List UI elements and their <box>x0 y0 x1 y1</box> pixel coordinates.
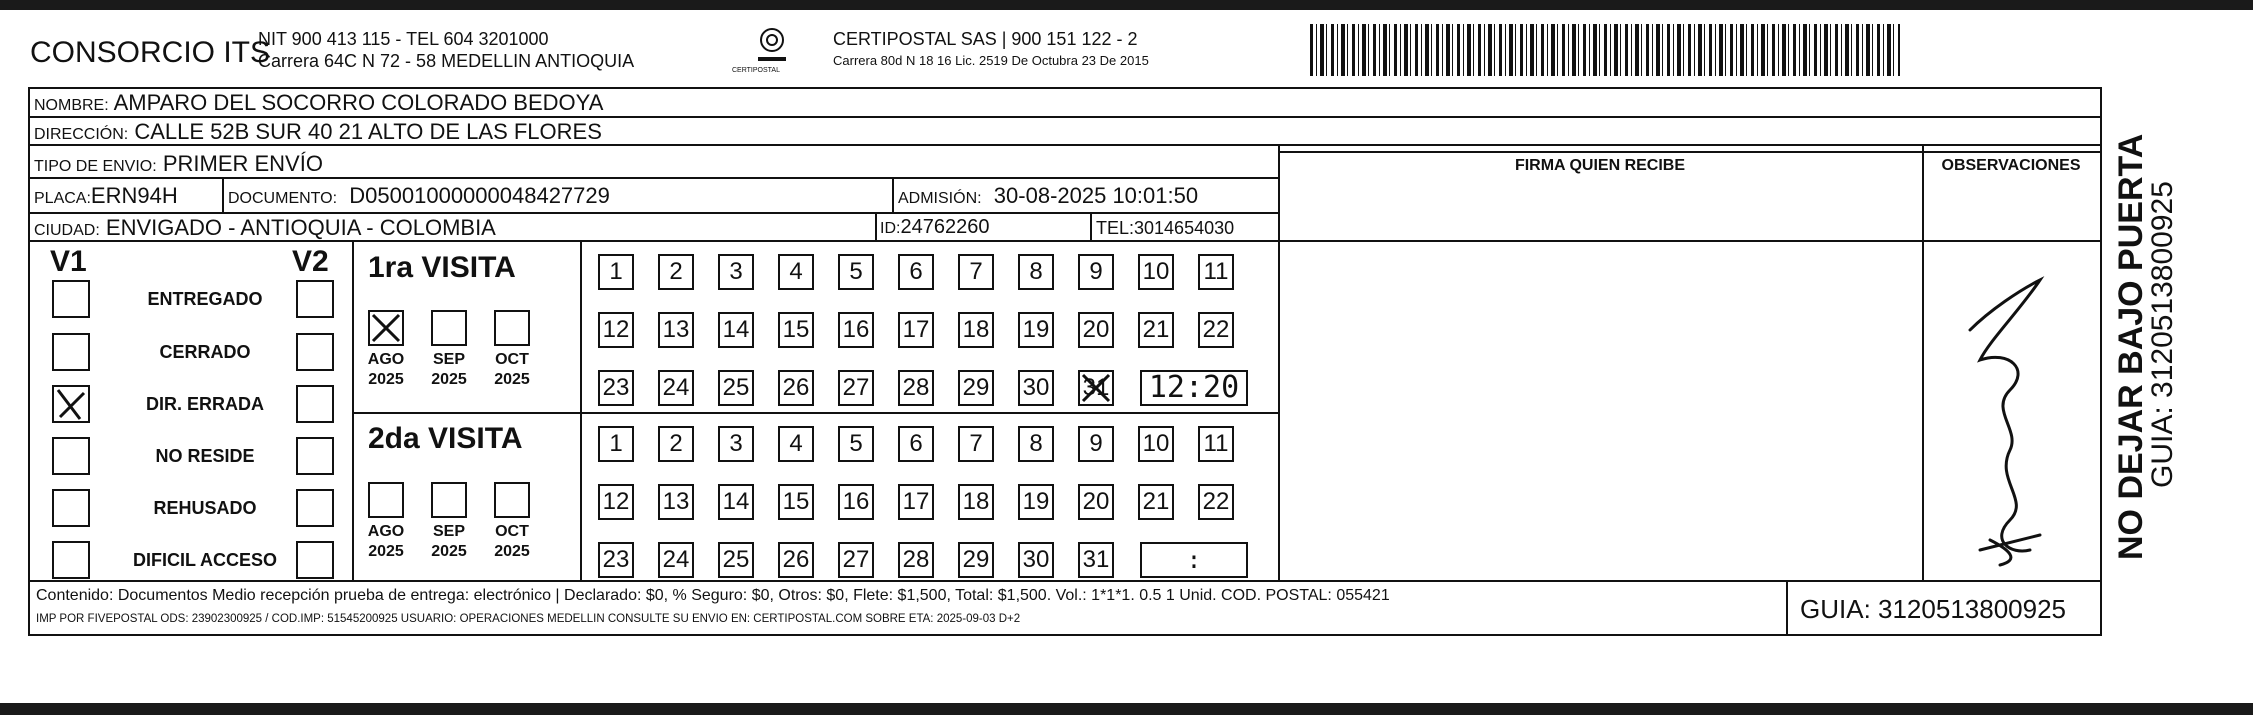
day-box[interactable]: 19 <box>1018 484 1054 520</box>
month-checkbox[interactable] <box>494 482 530 518</box>
v2-checkbox[interactable] <box>296 489 334 527</box>
month-label: AGO <box>367 523 405 540</box>
day-box[interactable]: 4 <box>778 254 814 290</box>
contents-line: Contenido: Documentos Medio recepción prueba de entrega: electrónico | Declarado: $0, % Seguro: $0, Otros: $0, Flete: $1,500, Total: $1,500. Vol.: 1*1*1. 0.5 1 Unid. COD. POSTAL: 055421 <box>36 587 1390 604</box>
day-box[interactable]: 17 <box>898 484 934 520</box>
day-box[interactable]: 27 <box>838 370 874 406</box>
v2-checkbox[interactable] <box>296 541 334 579</box>
v2-checkbox[interactable] <box>296 437 334 475</box>
documento-cell: DOCUMENTO: D05001000000048427729 <box>228 183 610 208</box>
day-box[interactable]: 12 <box>598 484 634 520</box>
recipient-id: 24762260 <box>900 216 990 238</box>
day-box[interactable] <box>1078 370 1114 406</box>
day-box[interactable]: 31 <box>1078 542 1114 578</box>
v1-checkbox[interactable] <box>52 437 90 475</box>
side-guia: GUIA: 3120513800925 <box>2146 181 2179 488</box>
v1-checkbox[interactable] <box>52 385 90 423</box>
day-box[interactable]: 16 <box>838 484 874 520</box>
day-box[interactable]: 18 <box>958 312 994 348</box>
day-box[interactable]: 9 <box>1078 254 1114 290</box>
company-nit: NIT 900 413 115 - TEL 604 3201000 <box>258 29 549 49</box>
v1-checkbox[interactable] <box>52 541 90 579</box>
recipient-phone: 3014654030 <box>1134 218 1235 238</box>
v2-checkbox[interactable] <box>296 333 334 371</box>
v1-checkbox[interactable] <box>52 333 90 371</box>
placa-cell: PLACA:ERN94H <box>34 183 178 208</box>
recipient-address: CALLE 52B SUR 40 21 ALTO DE LAS FLORES <box>134 119 602 144</box>
tipo-row: TIPO DE ENVIO: PRIMER ENVÍO <box>34 151 323 176</box>
day-box[interactable]: 29 <box>958 542 994 578</box>
day-box[interactable]: 7 <box>958 426 994 462</box>
year-label: 2025 <box>494 543 530 560</box>
v2-label: V2 <box>292 245 329 278</box>
print-line: IMP POR FIVEPOSTAL ODS: 23902300925 / COD.IMP: 51545200925 USUARIO: OPERACIONES MEDELLIN CONSULTE SU ENVIO EN: CERTIPOSTAL.COM SOBRE ETA: 2025-09-03 D+2 <box>36 613 1021 625</box>
x-mark-icon <box>370 312 402 344</box>
month-label: SEP <box>432 351 465 368</box>
month-checkbox[interactable] <box>431 482 467 518</box>
status-label: REHUSADO <box>153 498 257 518</box>
day-box[interactable]: 16 <box>838 312 874 348</box>
carrier-address: Carrera 80d N 18 16 Lic. 2519 De Octubra 23 De 2015 <box>833 53 1149 68</box>
day-box[interactable]: 5 <box>838 254 874 290</box>
day-box[interactable]: 28 <box>898 542 934 578</box>
guia-number: GUIA: 3120513800925 <box>1800 594 2066 624</box>
day-box[interactable]: 20 <box>1078 312 1114 348</box>
day-box[interactable]: 7 <box>958 254 994 290</box>
firma-header: FIRMA QUIEN RECIBE <box>1514 157 1686 174</box>
direccion-row: DIRECCIÓN: CALLE 52B SUR 40 21 ALTO DE LAS FLORES <box>34 119 602 144</box>
day-box[interactable]: 26 <box>778 542 814 578</box>
nombre-row: NOMBRE: AMPARO DEL SOCORRO COLORADO BEDOYA <box>34 90 604 115</box>
day-box[interactable]: 8 <box>1018 254 1054 290</box>
day-box[interactable]: 10 <box>1138 254 1174 290</box>
day-box[interactable]: 1 <box>598 254 634 290</box>
day-box[interactable]: 10 <box>1138 426 1174 462</box>
day-box[interactable]: 18 <box>958 484 994 520</box>
v1-label: V1 <box>50 245 87 278</box>
carrier-name: CERTIPOSTAL SAS | 900 151 122 - 2 <box>833 29 1138 49</box>
year-label: 2025 <box>431 543 467 560</box>
month-label: AGO <box>367 351 405 368</box>
year-label: 2025 <box>494 371 530 388</box>
day-box[interactable]: 3 <box>718 426 754 462</box>
logo-text: CERTIPOSTAL <box>732 67 780 74</box>
status-label: CERRADO <box>159 342 251 362</box>
month-checkbox[interactable] <box>368 310 404 346</box>
day-box[interactable]: 8 <box>1018 426 1054 462</box>
day-box[interactable]: 20 <box>1078 484 1114 520</box>
v2-checkbox[interactable] <box>296 280 334 318</box>
day-box[interactable]: 1 <box>598 426 634 462</box>
recipient-signature <box>1950 250 2070 570</box>
day-box[interactable]: 19 <box>1018 312 1054 348</box>
day-box[interactable]: 14 <box>718 312 754 348</box>
day-box[interactable]: 27 <box>838 542 874 578</box>
day-box[interactable]: 22 <box>1198 312 1234 348</box>
month-checkbox[interactable] <box>431 310 467 346</box>
day-box[interactable]: 24 <box>658 542 694 578</box>
month-checkbox[interactable] <box>368 482 404 518</box>
day-box[interactable]: 30 <box>1018 370 1054 406</box>
day-box[interactable]: 11 <box>1198 426 1234 462</box>
month-label: OCT <box>495 351 529 368</box>
ciudad-cell: CIUDAD: ENVIGADO - ANTIOQUIA - COLOMBIA <box>34 215 496 240</box>
bottom-border <box>0 703 2253 715</box>
day-box[interactable]: 12 <box>598 312 634 348</box>
v1-checkbox[interactable] <box>52 489 90 527</box>
barcode <box>1310 24 1900 76</box>
visit-time-box[interactable]: 12:20 <box>1140 370 1248 406</box>
day-box[interactable]: 9 <box>1078 426 1114 462</box>
day-box[interactable]: 23 <box>598 370 634 406</box>
day-box[interactable]: 23 <box>598 542 634 578</box>
tel-cell: TEL:3014654030 <box>1096 218 1235 238</box>
status-label: DIFICIL ACCESO <box>132 550 277 570</box>
day-box[interactable]: 15 <box>778 312 814 348</box>
month-label: SEP <box>432 523 465 540</box>
day-box[interactable]: 2 <box>658 426 694 462</box>
v1-checkbox[interactable] <box>52 280 90 318</box>
day-box[interactable]: 4 <box>778 426 814 462</box>
month-checkbox[interactable] <box>494 310 530 346</box>
day-box[interactable]: 22 <box>1198 484 1234 520</box>
day-box[interactable]: 28 <box>898 370 934 406</box>
year-label: 2025 <box>368 371 404 388</box>
first-visit-title: 1ra VISITA <box>368 251 516 284</box>
status-label: NO RESIDE <box>155 446 255 466</box>
admission-date: 30-08-2025 10:01:50 <box>993 183 1199 208</box>
v2-checkbox[interactable] <box>296 385 334 423</box>
visit-time-box[interactable]: : <box>1140 542 1248 578</box>
day-box[interactable]: 21 <box>1138 484 1174 520</box>
second-visit-title: 2da VISITA <box>368 422 523 455</box>
day-box[interactable]: 14 <box>718 484 754 520</box>
status-label: ENTREGADO <box>147 289 263 309</box>
year-label: 2025 <box>431 371 467 388</box>
table-border-top <box>28 87 2102 89</box>
month-label: OCT <box>495 523 529 540</box>
no-dejar-warning: NO DEJAR BAJO PUERTA <box>2112 133 2150 560</box>
admision-cell: ADMISIÓN: 30-08-2025 10:01:50 <box>898 183 1199 208</box>
top-border <box>0 0 2253 10</box>
status-label: DIR. ERRADA <box>145 394 264 414</box>
day-box[interactable]: 2 <box>658 254 694 290</box>
day-box[interactable]: 15 <box>778 484 814 520</box>
id-cell: ID:24762260 <box>880 216 990 238</box>
observaciones-header: OBSERVACIONES <box>1941 157 2081 174</box>
x-mark-icon <box>54 387 88 421</box>
certipostal-logo-icon <box>752 26 792 68</box>
recipient-name: AMPARO DEL SOCORRO COLORADO BEDOYA <box>113 90 604 115</box>
day-box[interactable]: 26 <box>778 370 814 406</box>
day-box[interactable]: 13 <box>658 484 694 520</box>
day-box[interactable]: 24 <box>658 370 694 406</box>
day-box[interactable]: 11 <box>1198 254 1234 290</box>
day-box[interactable]: 25 <box>718 542 754 578</box>
day-box[interactable]: 25 <box>718 370 754 406</box>
company-address: Carrera 64C N 72 - 58 MEDELLIN ANTIOQUIA <box>258 51 635 71</box>
city: ENVIGADO - ANTIOQUIA - COLOMBIA <box>105 215 496 240</box>
plate: ERN94H <box>90 183 178 208</box>
day-number: 31 <box>1082 374 1110 401</box>
day-box[interactable]: 3 <box>718 254 754 290</box>
document-number: D05001000000048427729 <box>349 183 610 208</box>
day-box[interactable]: 13 <box>658 312 694 348</box>
day-box[interactable]: 6 <box>898 254 934 290</box>
day-box[interactable]: 29 <box>958 370 994 406</box>
company-name: CONSORCIO ITS <box>30 36 271 69</box>
shipment-type: PRIMER ENVÍO <box>162 151 323 176</box>
day-box[interactable]: 6 <box>898 426 934 462</box>
day-box[interactable]: 5 <box>838 426 874 462</box>
day-box[interactable]: 21 <box>1138 312 1174 348</box>
day-box[interactable]: 30 <box>1018 542 1054 578</box>
year-label: 2025 <box>368 543 404 560</box>
day-box[interactable]: 17 <box>898 312 934 348</box>
